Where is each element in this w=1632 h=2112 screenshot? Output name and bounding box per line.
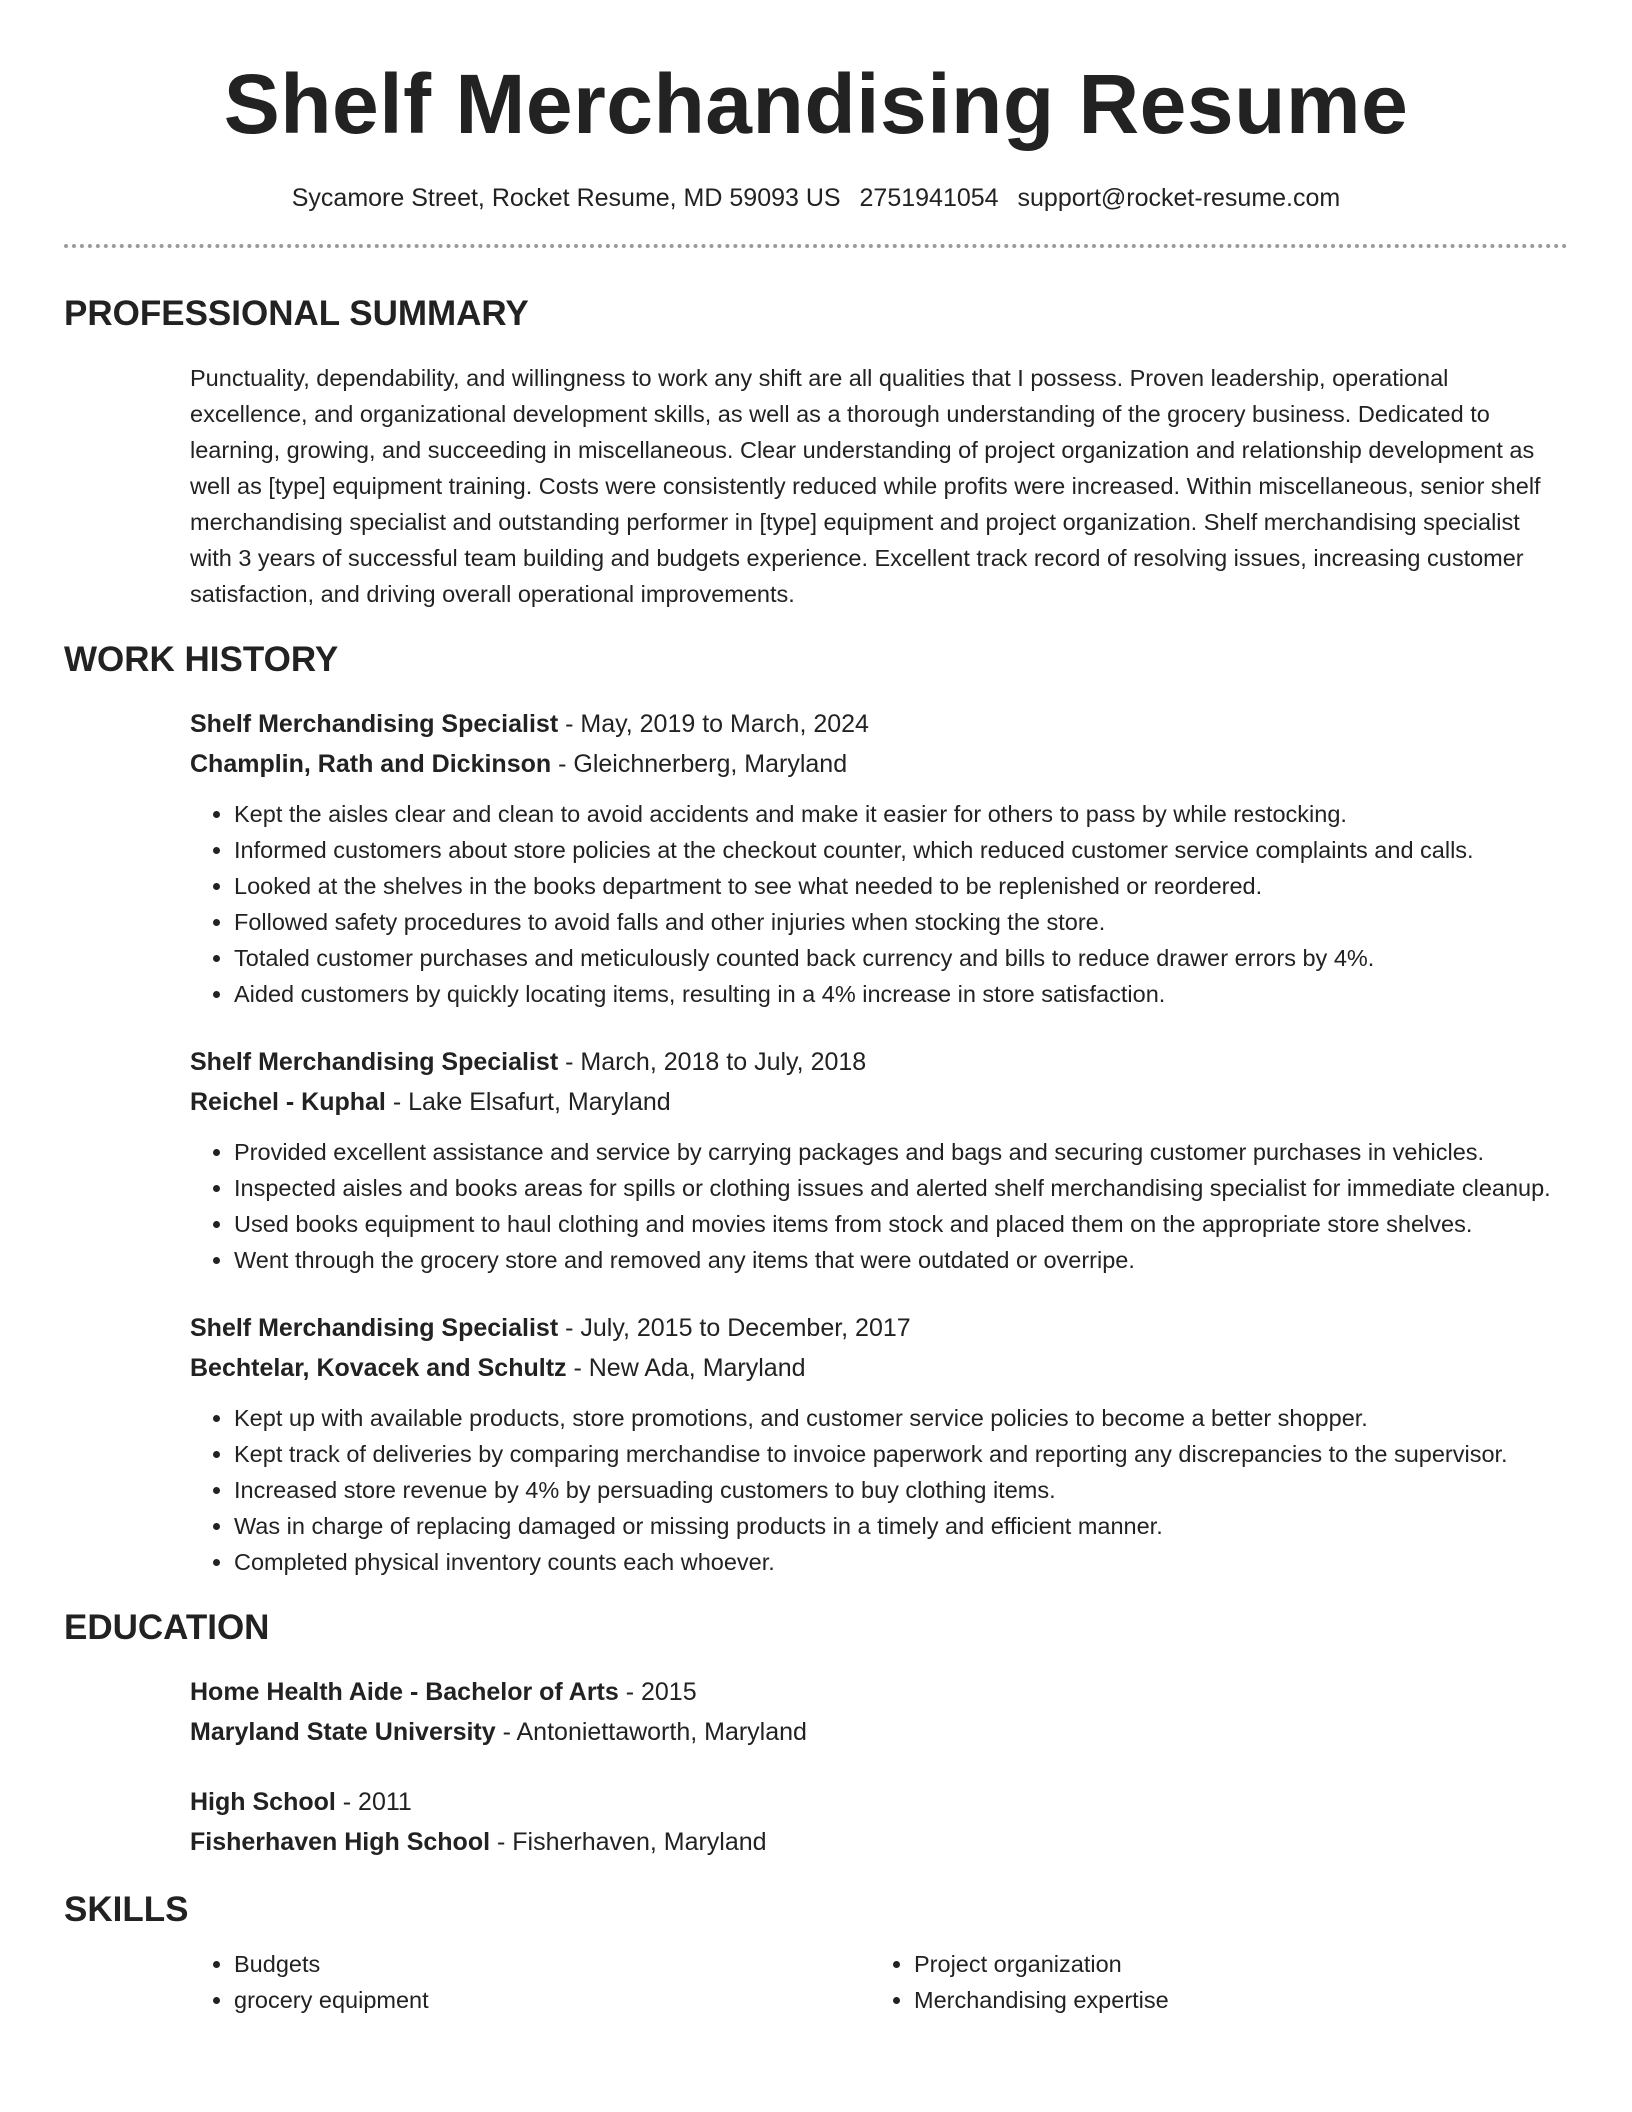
job-bullets [190,796,1568,1012]
list-item: • Totaled customer purchases and meticulously counted back currency and bills to reduce drawer errors by 4%. [234,940,1568,976]
skills-list-right [870,1946,1550,2018]
education-year: - 2011 [335,1788,412,1816]
contact-address: Sycamore Street, Rocket Resume, MD 59093 US [291,184,841,212]
skill-item: • grocery equipment [234,1982,870,2018]
job-company-line [190,1082,1568,1122]
list-item: • Was in charge of replacing damaged or missing products in a timely and efficient manner. [234,1508,1568,1544]
list-item: • Informed customers about store policies at the checkout counter, which reduced customer service complaints and calls. [234,832,1568,868]
job-dates: - May, 2019 to March, 2024 [558,710,869,738]
job-role-line [190,704,1568,744]
list-item: • Used books equipment to haul clothing and movies items from stock and placed them on the appropriate store shelves. [234,1206,1568,1242]
list-item: • Followed safety procedures to avoid falls and other injuries when stocking the store. [234,904,1568,940]
job-company: Champlin, Rath and Dickinson [190,750,552,778]
contact-email: support@rocket-resume.com [1017,184,1341,212]
education-entry [190,1782,1568,1862]
job-entry [190,1308,1568,1580]
education-school: Fisherhaven High School [190,1828,491,1856]
list-item: • Kept the aisles clear and clean to avoid accidents and make it easier for others to pass by while restocking. [234,796,1568,832]
job-company-line [190,1348,1568,1388]
list-item: • Inspected aisles and books areas for spills or clothing issues and alerted shelf merchandising specialist for immediate cleanup. [234,1170,1568,1206]
skill-item: • Project organization [914,1946,1550,1982]
work-history-title: WORK HISTORY [64,640,339,679]
job-role: Shelf Merchandising Specialist [190,1314,559,1342]
list-item: • Kept up with available products, store promotions, and customer service policies to become a better shopper. [234,1400,1568,1436]
job-dates: - March, 2018 to July, 2018 [558,1048,867,1076]
skills-list-left [190,1946,870,2018]
education-title: EDUCATION [64,1608,270,1647]
resume-page [64,0,1568,2018]
skill-item: • Merchandising expertise [914,1982,1550,2018]
job-location: - Gleichnerberg, Maryland [551,750,848,778]
summary-title: PROFESSIONAL SUMMARY [64,294,529,333]
education-school: Maryland State University [190,1718,496,1746]
list-item: • Went through the grocery store and removed any items that were outdated or overripe. [234,1242,1568,1278]
education-degree: High School [190,1788,336,1816]
job-company-line [190,744,1568,784]
education-school-line [190,1822,1568,1862]
skill-item: • Budgets [234,1946,870,1982]
job-role-line [190,1308,1568,1348]
education-location: - Antoniettaworth, Maryland [495,1718,807,1746]
skills-title: SKILLS [64,1890,189,1929]
job-dates: - July, 2015 to December, 2017 [558,1314,911,1342]
job-bullets [190,1134,1568,1278]
list-item: • Provided excellent assistance and service by carrying packages and bags and securing customer purchases in vehicles. [234,1134,1568,1170]
contact-phone: 2751941054 [859,184,999,212]
summary-text: Punctuality, dependability, and willingness to work any shift are all qualities that I possess. Proven leadership, operational excellence, and organizational development skills, as well as a thorough understanding of the grocery business. Dedicated to learning, growing, and succeeding in miscellaneous. Clear understanding of project organization and relationship development as well as [type] equipment training. Costs were consistently reduced while profits were increased. Within miscellaneous, senior shelf merchandising specialist and outstanding performer in [type] equipment and project organization. Shelf merchandising specialist with 3 years of successful team building and budgets experience. Excellent track record of resolving issues, increasing customer satisfaction, and driving overall operational improvements. [190,365,1541,607]
job-role-line [190,1042,1568,1082]
education-school-line [190,1712,1568,1752]
job-location: - New Ada, Maryland [566,1354,806,1382]
page-title: Shelf Merchandising Resume [223,57,1409,151]
skills-column-left [190,1946,870,2018]
list-item: • Looked at the shelves in the books department to see what needed to be replenished or reordered. [234,868,1568,904]
header-divider [64,244,1568,248]
job-role: Shelf Merchandising Specialist [190,1048,559,1076]
education-degree: Home Health Aide - Bachelor of Arts [190,1678,619,1706]
list-item: • Aided customers by quickly locating items, resulting in a 4% increase in store satisfaction. [234,976,1568,1012]
job-company: Reichel - Kuphal [190,1088,386,1116]
job-role: Shelf Merchandising Specialist [190,710,559,738]
education-degree-line [190,1782,1568,1822]
skills-column-right [870,1946,1550,2018]
job-company: Bechtelar, Kovacek and Schultz [190,1354,567,1382]
job-location: - Lake Elsafurt, Maryland [385,1088,671,1116]
job-entry [190,704,1568,1012]
education-entry [190,1672,1568,1752]
skills-grid [190,1946,1568,2018]
education-year: - 2015 [618,1678,697,1706]
job-bullets [190,1400,1568,1580]
contact-line [64,182,1568,214]
education-degree-line [190,1672,1568,1712]
job-entry [190,1042,1568,1278]
list-item: • Kept track of deliveries by comparing merchandise to invoice paperwork and reporting any discrepancies to the supervisor. [234,1436,1568,1472]
education-location: - Fisherhaven, Maryland [490,1828,767,1856]
list-item: • Increased store revenue by 4% by persuading customers to buy clothing items. [234,1472,1568,1508]
list-item: • Completed physical inventory counts each whoever. [234,1544,1568,1580]
